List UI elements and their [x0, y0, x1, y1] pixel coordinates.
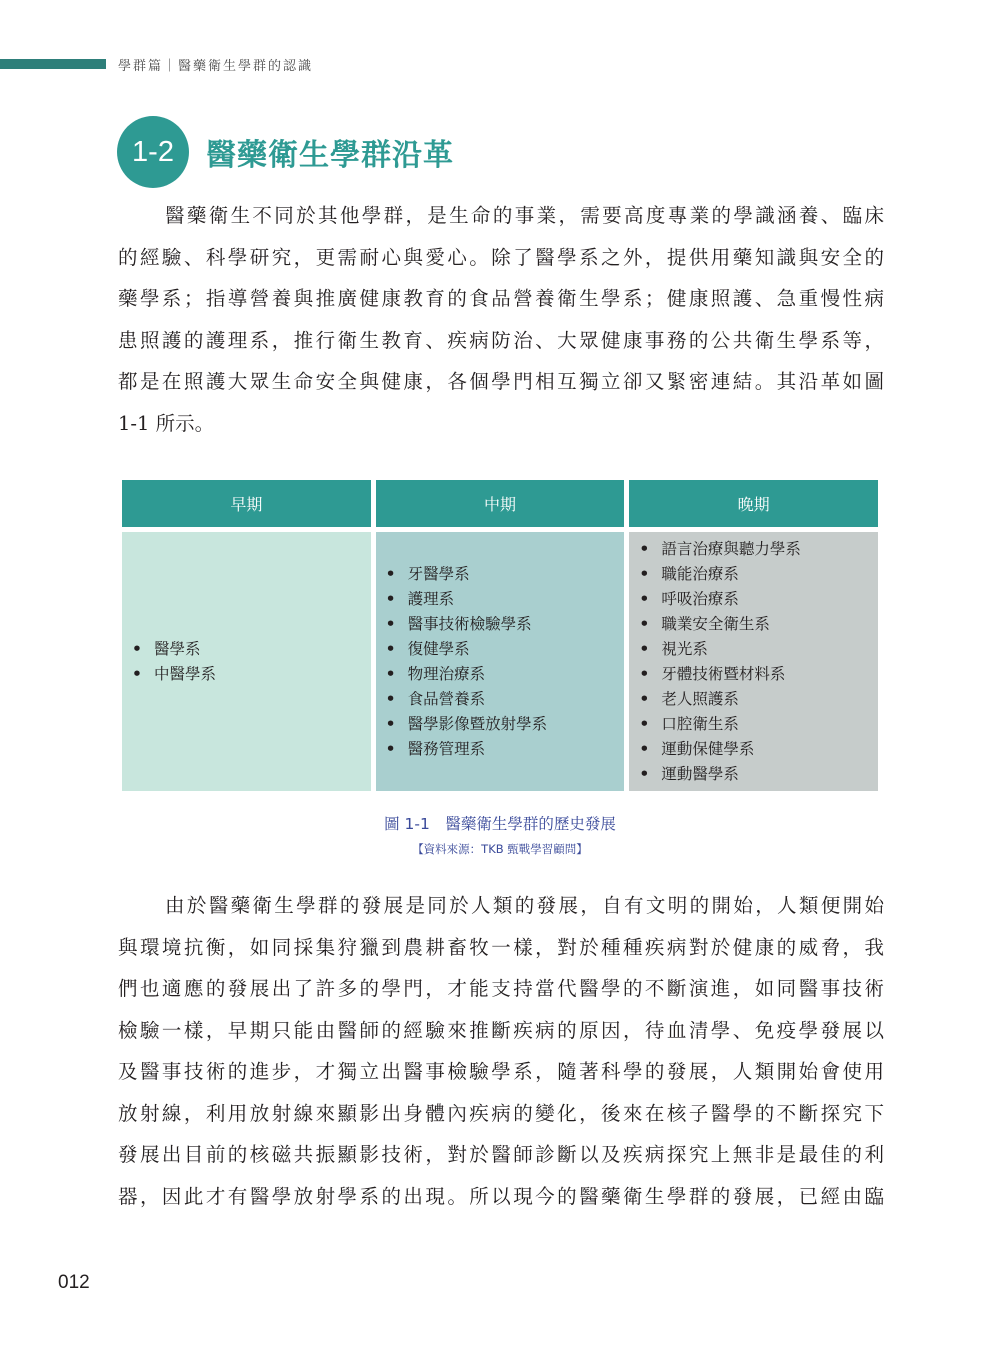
- list-item: • 職能治療系: [639, 562, 801, 587]
- history-table: [122, 480, 878, 791]
- figure-source: 【資料來源：TKB 甄戰學習顧問】: [412, 842, 588, 856]
- middle-departments-list: [376, 562, 548, 762]
- column-header-late: 晚期: [629, 480, 878, 527]
- figure-caption: 圖 1-1 醫藥衛生學群的歷史發展: [384, 815, 616, 833]
- list-item: • 醫學系: [132, 637, 216, 662]
- early-departments-cell: [122, 532, 371, 791]
- table-header-row: [122, 480, 878, 527]
- middle-departments-cell: [376, 532, 625, 791]
- list-item: • 護理系: [386, 587, 548, 612]
- header-accent-bar: [0, 59, 106, 69]
- column-header-middle: 中期: [376, 480, 625, 527]
- late-departments-cell: [629, 532, 878, 791]
- list-item: • 醫學影像暨放射學系: [386, 712, 548, 737]
- list-item: • 呼吸治療系: [639, 587, 801, 612]
- list-item: • 物理治療系: [386, 662, 548, 687]
- paragraph-line: 們也適應的發展出了許多的學門，才能支持當代醫學的不斷演進，如同醫事技術: [118, 977, 884, 1000]
- paragraph-line: 患照護的護理系，推行衛生教育、疾病防治、大眾健康事務的公共衛生學系等，: [118, 328, 884, 352]
- paragraph-line: 由於醫藥衛生學群的發展是同於人類的發展，自有文明的開始，人類便開始: [165, 894, 884, 917]
- body-paragraph: [118, 885, 884, 1217]
- list-item: • 醫事技術檢驗學系: [386, 612, 548, 637]
- section-title: 醫藥衛生學群沿革: [206, 138, 454, 173]
- list-item: • 語言治療與聽力學系: [639, 537, 801, 562]
- section-number-badge: 1-2: [117, 116, 189, 188]
- paragraph-line: 放射線，利用放射線來顯影出身體內疾病的變化，後來在核子醫學的不斷探究下: [118, 1101, 884, 1125]
- list-item: • 職業安全衛生系: [639, 612, 801, 637]
- list-item: • 食品營養系: [386, 687, 548, 712]
- column-header-early: 早期: [122, 480, 371, 527]
- table-body-row: [122, 532, 878, 791]
- paragraph-line: 藥學系；指導營養與推廣健康教育的食品營養衛生學系；健康照護、急重慢性病: [118, 287, 884, 310]
- running-header: 學群篇｜醫藥衛生學群的認識: [118, 59, 314, 74]
- list-item: • 老人照護系: [639, 687, 801, 712]
- list-item: • 運動保健學系: [639, 737, 801, 762]
- list-item: • 視光系: [639, 637, 801, 662]
- early-departments-list: [122, 637, 216, 687]
- list-item: • 中醫學系: [132, 662, 216, 687]
- paragraph-line: 器，因此才有醫學放射學系的出現。所以現今的醫藥衛生學群的發展，已經由臨: [118, 1184, 884, 1208]
- list-item: • 復健學系: [386, 637, 548, 662]
- list-item: • 醫務管理系: [386, 737, 548, 762]
- paragraph-line: 醫藥衛生不同於其他學群，是生命的事業，需要高度專業的學識涵養、臨床: [165, 204, 884, 227]
- paragraph-line: 及醫事技術的進步，才獨立出醫事檢驗學系，隨著科學的發展，人類開始會使用: [118, 1060, 884, 1083]
- list-item: • 運動醫學系: [639, 762, 801, 787]
- paragraph-line: 的經驗、科學研究，更需耐心與愛心。除了醫學系之外，提供用藥知識與安全的: [118, 245, 884, 269]
- paragraph-line: 都是在照護大眾生命安全與健康，各個學門相互獨立卻又緊密連結。其沿革如圖: [118, 370, 884, 393]
- intro-paragraph: [118, 195, 884, 444]
- list-item: • 口腔衛生系: [639, 712, 801, 737]
- paragraph-line: 檢驗一樣，早期只能由醫師的經驗來推斷疾病的原因，待血清學、免疫學發展以: [118, 1018, 884, 1042]
- paragraph-line: 發展出目前的核磁共振顯影技術，對於醫師診斷以及疾病探究上無非是最佳的利: [118, 1143, 884, 1166]
- late-departments-list: [629, 537, 801, 787]
- page-number: 012: [58, 1272, 90, 1293]
- list-item: • 牙體技術暨材料系: [639, 662, 801, 687]
- paragraph-line: 1-1 所示。: [118, 411, 215, 435]
- list-item: • 牙醫學系: [386, 562, 548, 587]
- paragraph-line: 與環境抗衡，如同採集狩獵到農耕畜牧一樣，對於種種疾病對於健康的威脅，我: [118, 935, 884, 959]
